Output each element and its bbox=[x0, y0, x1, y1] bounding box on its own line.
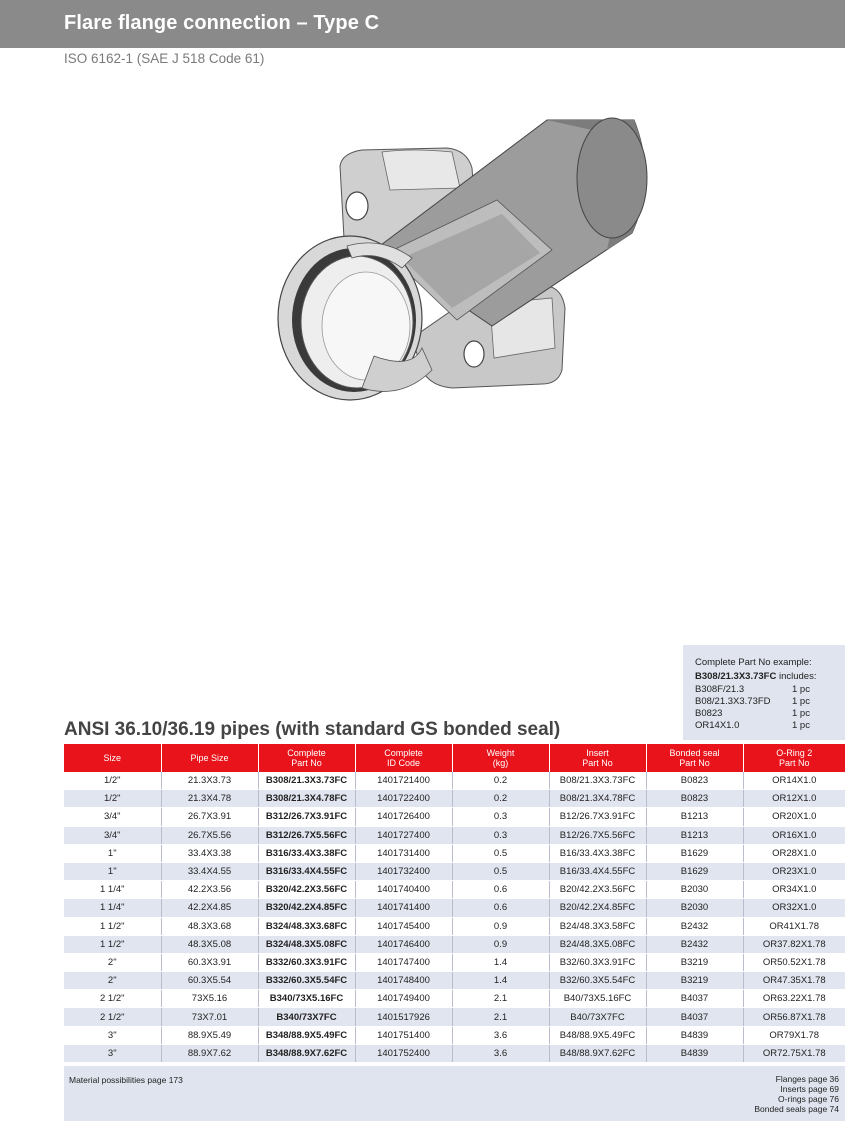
cell-pipe-size: 60.3X5.54 bbox=[161, 972, 258, 990]
cell-bonded-seal-part-no: B1629 bbox=[646, 862, 743, 880]
cell-o-ring-part-no: OR79X1.78 bbox=[743, 1026, 845, 1044]
cell-insert-part-no: B08/21.3X3.73FC bbox=[549, 772, 646, 790]
cell-size: 1 1/2" bbox=[64, 917, 161, 935]
cell-bonded-seal-part-no: B4839 bbox=[646, 1026, 743, 1044]
cell-id-code: 1401746400 bbox=[355, 935, 452, 953]
cell-size: 1/2" bbox=[64, 772, 161, 790]
cell-bonded-seal-part-no: B1213 bbox=[646, 808, 743, 826]
cell-id-code: 1401752400 bbox=[355, 1044, 452, 1062]
example-item-code: OR14X1.0 bbox=[695, 720, 740, 731]
cell-o-ring-part-no: OR50.52X1.78 bbox=[743, 953, 845, 971]
example-item-code: B0823 bbox=[695, 708, 723, 719]
cell-bonded-seal-part-no: B4839 bbox=[646, 1044, 743, 1062]
cell-pipe-size: 48.3X3.68 bbox=[161, 917, 258, 935]
cell-insert-part-no: B40/73X7FC bbox=[549, 1008, 646, 1026]
column-header-bonded-seal-part-no: Bonded seal Part No bbox=[646, 744, 743, 772]
example-item-qty: 1 pc bbox=[792, 720, 810, 731]
cell-size: 1" bbox=[64, 862, 161, 880]
cell-o-ring-part-no: OR12X1.0 bbox=[743, 790, 845, 808]
example-part-bold: B308/21.3X3.73FC bbox=[695, 671, 777, 682]
flare-flange-cutaway-illustration bbox=[262, 108, 662, 413]
example-part-suffix: includes: bbox=[776, 671, 817, 682]
cell-o-ring-part-no: OR34X1.0 bbox=[743, 881, 845, 899]
cell-weight: 0.9 bbox=[452, 917, 549, 935]
cell-complete-part-no: B340/73X5.16FC bbox=[258, 990, 355, 1008]
column-header-insert-part-no: Insert Part No bbox=[549, 744, 646, 772]
example-item bbox=[695, 684, 835, 696]
cell-weight: 0.5 bbox=[452, 862, 549, 880]
cell-weight: 0.9 bbox=[452, 935, 549, 953]
title-bar bbox=[0, 0, 845, 48]
table-row bbox=[64, 953, 845, 971]
table-row bbox=[64, 935, 845, 953]
cell-bonded-seal-part-no: B1213 bbox=[646, 826, 743, 844]
cell-pipe-size: 73X7.01 bbox=[161, 1008, 258, 1026]
cell-pipe-size: 48.3X5.08 bbox=[161, 935, 258, 953]
table-row bbox=[64, 844, 845, 862]
example-item-qty: 1 pc bbox=[792, 696, 810, 707]
table-row bbox=[64, 1008, 845, 1026]
cell-size: 1 1/4" bbox=[64, 899, 161, 917]
cell-bonded-seal-part-no: B4037 bbox=[646, 1008, 743, 1026]
cell-size: 2 1/2" bbox=[64, 1008, 161, 1026]
cell-insert-part-no: B24/48.3X5.08FC bbox=[549, 935, 646, 953]
cell-o-ring-part-no: OR23X1.0 bbox=[743, 862, 845, 880]
cell-id-code: 1401517926 bbox=[355, 1008, 452, 1026]
cell-weight: 0.2 bbox=[452, 790, 549, 808]
table-row bbox=[64, 826, 845, 844]
table-row bbox=[64, 862, 845, 880]
cell-insert-part-no: B12/26.7X5.56FC bbox=[549, 826, 646, 844]
page-references bbox=[754, 1074, 839, 1114]
column-header-weight: Weight (kg) bbox=[452, 744, 549, 772]
cell-weight: 0.6 bbox=[452, 881, 549, 899]
cell-size: 3/4" bbox=[64, 808, 161, 826]
cell-size: 2" bbox=[64, 953, 161, 971]
cell-size: 2" bbox=[64, 972, 161, 990]
example-item-qty: 1 pc bbox=[792, 708, 810, 719]
cell-complete-part-no: B332/60.3X3.91FC bbox=[258, 953, 355, 971]
cell-insert-part-no: B20/42.2X4.85FC bbox=[549, 899, 646, 917]
table-row bbox=[64, 808, 845, 826]
cell-o-ring-part-no: OR72.75X1.78 bbox=[743, 1044, 845, 1062]
cell-id-code: 1401731400 bbox=[355, 844, 452, 862]
table-row bbox=[64, 1026, 845, 1044]
cell-bonded-seal-part-no: B3219 bbox=[646, 953, 743, 971]
cell-pipe-size: 21.3X3.73 bbox=[161, 772, 258, 790]
cell-insert-part-no: B24/48.3X3.58FC bbox=[549, 917, 646, 935]
cell-pipe-size: 42.2X3.56 bbox=[161, 881, 258, 899]
cell-complete-part-no: B312/26.7X3.91FC bbox=[258, 808, 355, 826]
table-row bbox=[64, 917, 845, 935]
cell-o-ring-part-no: OR20X1.0 bbox=[743, 808, 845, 826]
table-row bbox=[64, 990, 845, 1008]
cell-weight: 0.5 bbox=[452, 844, 549, 862]
cell-insert-part-no: B16/33.4X3.38FC bbox=[549, 844, 646, 862]
footer-notes bbox=[64, 1066, 845, 1121]
column-header-complete-part-no: Complete Part No bbox=[258, 744, 355, 772]
cell-pipe-size: 21.3X4.78 bbox=[161, 790, 258, 808]
cell-insert-part-no: B16/33.4X4.55FC bbox=[549, 862, 646, 880]
cell-insert-part-no: B40/73X5.16FC bbox=[549, 990, 646, 1008]
cell-id-code: 1401751400 bbox=[355, 1026, 452, 1044]
cell-insert-part-no: B32/60.3X3.91FC bbox=[549, 953, 646, 971]
cell-insert-part-no: B08/21.3X4.78FC bbox=[549, 790, 646, 808]
cell-bonded-seal-part-no: B2432 bbox=[646, 935, 743, 953]
cell-size: 3" bbox=[64, 1044, 161, 1062]
cell-insert-part-no: B48/88.9X5.49FC bbox=[549, 1026, 646, 1044]
cell-bonded-seal-part-no: B0823 bbox=[646, 772, 743, 790]
example-item-qty: 1 pc bbox=[792, 684, 810, 695]
cell-bonded-seal-part-no: B2030 bbox=[646, 881, 743, 899]
cell-complete-part-no: B316/33.4X3.38FC bbox=[258, 844, 355, 862]
cell-o-ring-part-no: OR41X1.78 bbox=[743, 917, 845, 935]
cell-o-ring-part-no: OR28X1.0 bbox=[743, 844, 845, 862]
cell-o-ring-part-no: OR37.82X1.78 bbox=[743, 935, 845, 953]
cell-complete-part-no: B308/21.3X3.73FC bbox=[258, 772, 355, 790]
cell-insert-part-no: B12/26.7X3.91FC bbox=[549, 808, 646, 826]
cell-bonded-seal-part-no: B1629 bbox=[646, 844, 743, 862]
section-heading: ANSI 36.10/36.19 pipes (with standard GS bonded seal) bbox=[64, 719, 561, 740]
reference-flanges: Flanges page 36 bbox=[775, 1074, 839, 1084]
cell-id-code: 1401749400 bbox=[355, 990, 452, 1008]
cell-pipe-size: 26.7X3.91 bbox=[161, 808, 258, 826]
reference-o-rings: O-rings page 76 bbox=[778, 1094, 839, 1104]
table-row bbox=[64, 790, 845, 808]
cell-complete-part-no: B308/21.3X4.78FC bbox=[258, 790, 355, 808]
cell-id-code: 1401722400 bbox=[355, 790, 452, 808]
cell-weight: 2.1 bbox=[452, 1008, 549, 1026]
cell-o-ring-part-no: OR56.87X1.78 bbox=[743, 1008, 845, 1026]
cell-weight: 0.3 bbox=[452, 826, 549, 844]
cell-bonded-seal-part-no: B4037 bbox=[646, 990, 743, 1008]
reference-inserts: Inserts page 69 bbox=[780, 1084, 839, 1094]
cell-id-code: 1401747400 bbox=[355, 953, 452, 971]
cell-o-ring-part-no: OR47.35X1.78 bbox=[743, 972, 845, 990]
column-header-id-code: Complete ID Code bbox=[355, 744, 452, 772]
example-item-code: B308F/21.3 bbox=[695, 684, 745, 695]
cell-pipe-size: 88.9X5.49 bbox=[161, 1026, 258, 1044]
cell-insert-part-no: B32/60.3X5.54FC bbox=[549, 972, 646, 990]
cell-complete-part-no: B324/48.3X3.68FC bbox=[258, 917, 355, 935]
cell-pipe-size: 33.4X4.55 bbox=[161, 862, 258, 880]
cell-weight: 3.6 bbox=[452, 1044, 549, 1062]
table-row bbox=[64, 772, 845, 790]
table-row bbox=[64, 972, 845, 990]
cell-complete-part-no: B332/60.3X5.54FC bbox=[258, 972, 355, 990]
table-header-row bbox=[64, 744, 845, 772]
cell-bonded-seal-part-no: B0823 bbox=[646, 790, 743, 808]
table-row bbox=[64, 1044, 845, 1062]
specification-table bbox=[64, 744, 845, 1063]
page-subtitle: ISO 6162-1 (SAE J 518 Code 61) bbox=[64, 51, 265, 66]
cell-pipe-size: 42.2X4.85 bbox=[161, 899, 258, 917]
page-title: Flare flange connection – Type C bbox=[64, 12, 380, 34]
cell-size: 3/4" bbox=[64, 826, 161, 844]
reference-bonded-seals: Bonded seals page 74 bbox=[754, 1104, 839, 1114]
cell-size: 2 1/2" bbox=[64, 990, 161, 1008]
cell-o-ring-part-no: OR16X1.0 bbox=[743, 826, 845, 844]
cell-complete-part-no: B312/26.7X5.56FC bbox=[258, 826, 355, 844]
cell-complete-part-no: B340/73X7FC bbox=[258, 1008, 355, 1026]
cell-size: 1 1/4" bbox=[64, 881, 161, 899]
cell-id-code: 1401741400 bbox=[355, 899, 452, 917]
cell-o-ring-part-no: OR14X1.0 bbox=[743, 772, 845, 790]
cell-pipe-size: 33.4X3.38 bbox=[161, 844, 258, 862]
cell-size: 1 1/2" bbox=[64, 935, 161, 953]
cell-weight: 0.2 bbox=[452, 772, 549, 790]
cell-insert-part-no: B48/88.9X7.62FC bbox=[549, 1044, 646, 1062]
example-item bbox=[695, 696, 835, 708]
cell-complete-part-no: B320/42.2X4.85FC bbox=[258, 899, 355, 917]
example-part-number bbox=[695, 671, 816, 682]
table-row bbox=[64, 881, 845, 899]
cell-weight: 0.6 bbox=[452, 899, 549, 917]
cell-complete-part-no: B316/33.4X4.55FC bbox=[258, 862, 355, 880]
cell-size: 1/2" bbox=[64, 790, 161, 808]
cell-bonded-seal-part-no: B2432 bbox=[646, 917, 743, 935]
cell-id-code: 1401726400 bbox=[355, 808, 452, 826]
example-title: Complete Part No example: bbox=[695, 657, 812, 668]
cell-complete-part-no: B348/88.9X7.62FC bbox=[258, 1044, 355, 1062]
column-header-pipe-size: Pipe Size bbox=[161, 744, 258, 772]
cell-o-ring-part-no: OR63.22X1.78 bbox=[743, 990, 845, 1008]
cell-weight: 3.6 bbox=[452, 1026, 549, 1044]
cell-id-code: 1401727400 bbox=[355, 826, 452, 844]
cell-pipe-size: 88.9X7.62 bbox=[161, 1044, 258, 1062]
cell-complete-part-no: B348/88.9X5.49FC bbox=[258, 1026, 355, 1044]
cell-weight: 0.3 bbox=[452, 808, 549, 826]
cell-pipe-size: 26.7X5.56 bbox=[161, 826, 258, 844]
cell-size: 1" bbox=[64, 844, 161, 862]
cell-o-ring-part-no: OR32X1.0 bbox=[743, 899, 845, 917]
example-item-code: B08/21.3X3.73FD bbox=[695, 696, 771, 707]
example-item bbox=[695, 708, 835, 720]
cell-weight: 2.1 bbox=[452, 990, 549, 1008]
cell-size: 3" bbox=[64, 1026, 161, 1044]
cell-weight: 1.4 bbox=[452, 972, 549, 990]
cell-complete-part-no: B320/42.2X3.56FC bbox=[258, 881, 355, 899]
cell-bonded-seal-part-no: B2030 bbox=[646, 899, 743, 917]
part-number-example-box bbox=[683, 645, 845, 740]
cell-insert-part-no: B20/42.2X3.56FC bbox=[549, 881, 646, 899]
material-note: Material possibilities page 173 bbox=[69, 1075, 183, 1085]
table-row bbox=[64, 899, 845, 917]
cell-id-code: 1401721400 bbox=[355, 772, 452, 790]
example-item bbox=[695, 720, 835, 732]
cell-weight: 1.4 bbox=[452, 953, 549, 971]
column-header-o-ring-part-no: O-Ring 2 Part No bbox=[743, 744, 845, 772]
cell-pipe-size: 73X5.16 bbox=[161, 990, 258, 1008]
cell-complete-part-no: B324/48.3X5.08FC bbox=[258, 935, 355, 953]
cell-bonded-seal-part-no: B3219 bbox=[646, 972, 743, 990]
cell-id-code: 1401745400 bbox=[355, 917, 452, 935]
cell-pipe-size: 60.3X3.91 bbox=[161, 953, 258, 971]
cell-id-code: 1401748400 bbox=[355, 972, 452, 990]
column-header-size: Size bbox=[64, 744, 161, 772]
cell-id-code: 1401732400 bbox=[355, 862, 452, 880]
cell-id-code: 1401740400 bbox=[355, 881, 452, 899]
